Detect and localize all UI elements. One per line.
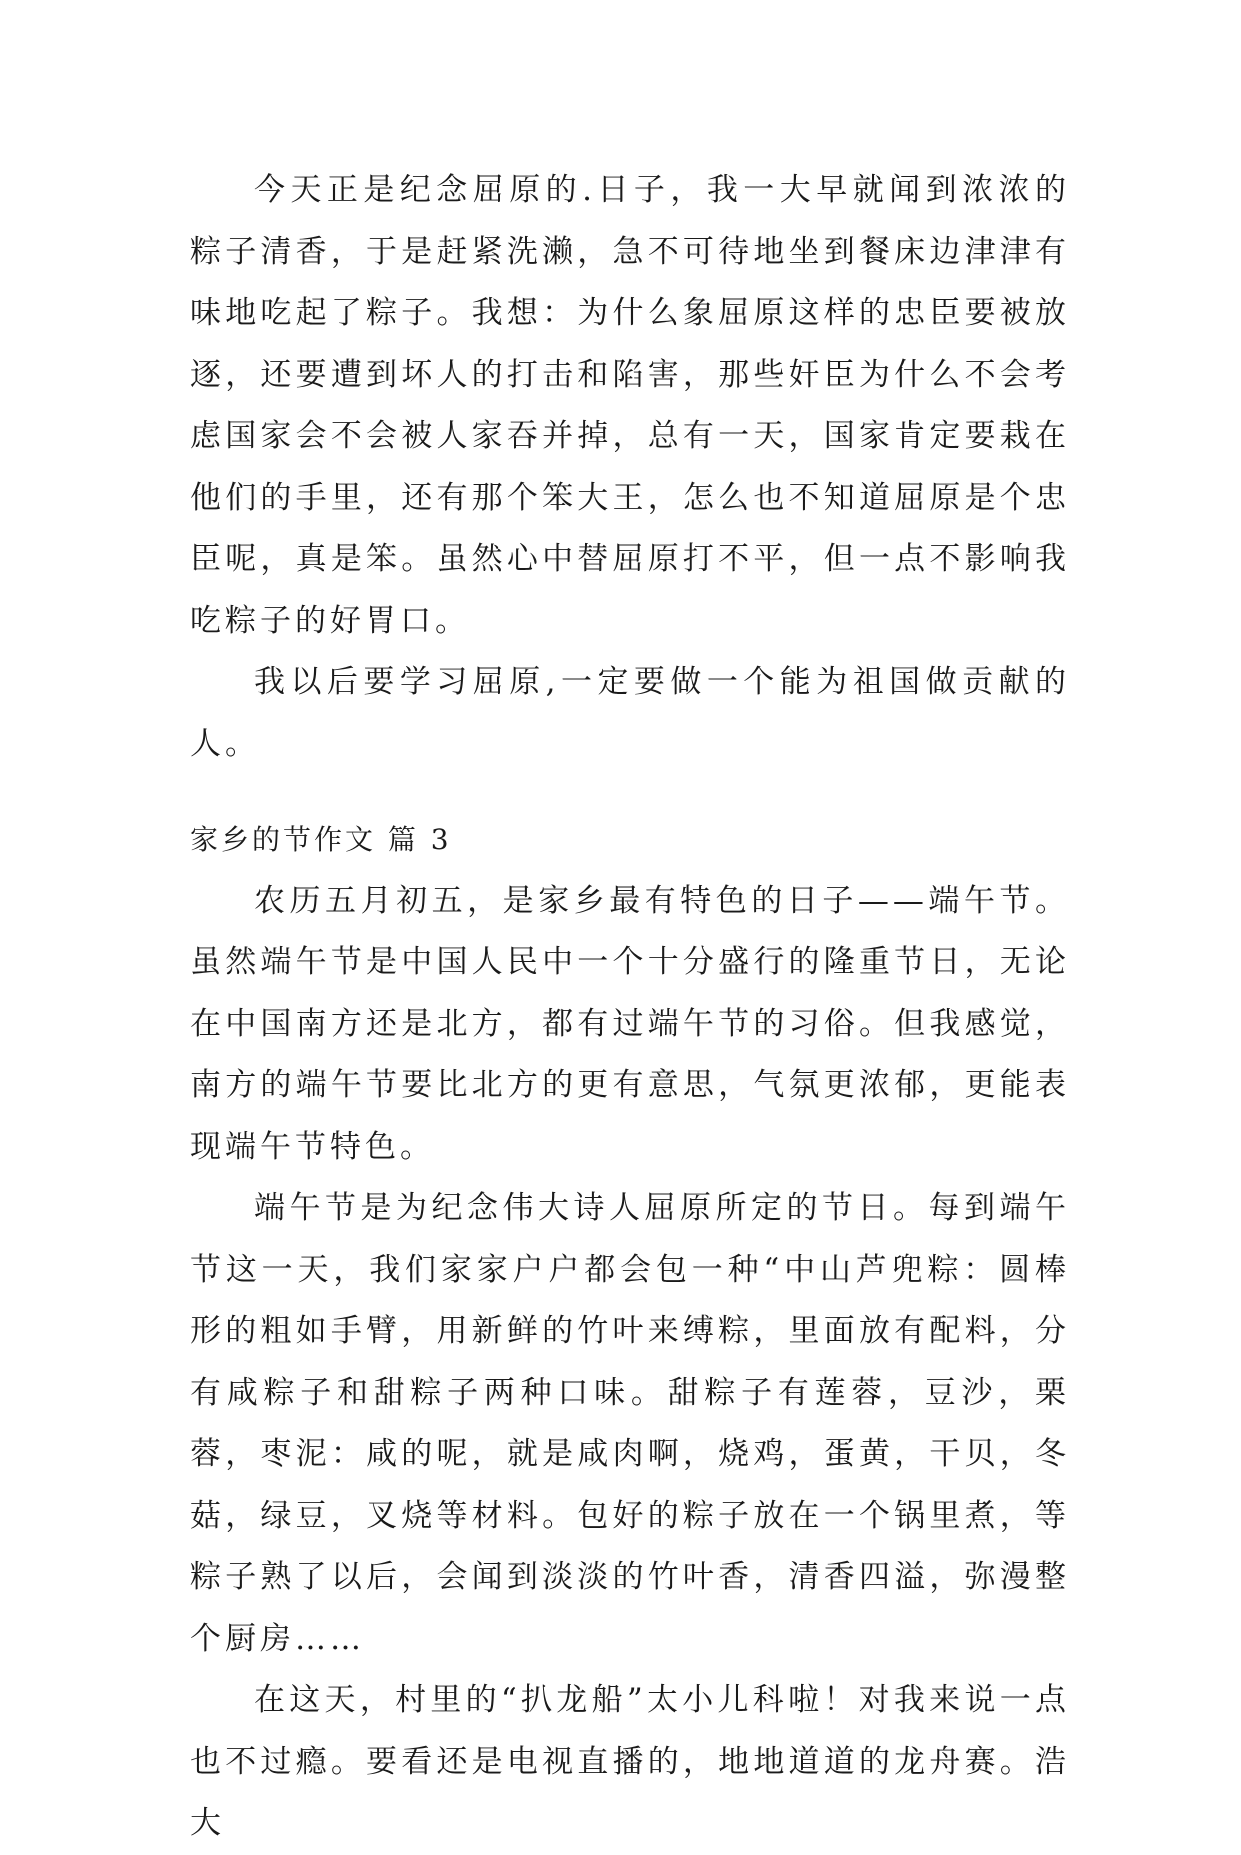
section-title: 家乡的节作文 篇 3 bbox=[190, 823, 452, 856]
paragraph: 在这天，村里的“扒龙船”太小儿科啦！对我来说一点也不过瘾。要看还是电视直播的，地地道道的龙舟赛。浩大 bbox=[190, 1682, 1070, 1841]
paragraph: 我以后要学习屈原,一定要做一个能为祖国做贡献的人。 bbox=[190, 664, 1070, 762]
paragraph: 端午节是为纪念伟大诗人屈原所定的节日。每到端午节这一天，我们家家户户都会包一种“中山芦兜粽：圆棒形的粗如手臂，用新鲜的竹叶来缚粽，里面放有配料，分有咸粽子和甜粽子两种口味。甜粽子有莲蓉，豆沙，栗蓉，枣泥：咸的呢，就是咸肉啊，烧鸡，蛋黄，干贝，冬菇，绿豆，叉烧等材料。包好的粽子放在一个锅里煮，等粽子熟了以后，会闻到淡淡的竹叶香，清香四溢，弥漫整个厨房…… bbox=[190, 1190, 1070, 1657]
document-body bbox=[190, 160, 1070, 1855]
paragraph: 农历五月初五，是家乡最有特色的日子——端午节。虽然端午节是中国人民中一个十分盛行的隆重节日，无论在中国南方还是北方，都有过端午节的习俗。但我感觉，南方的端午节要比北方的更有意思，气氛更浓郁，更能表现端午节特色。 bbox=[190, 882, 1070, 1165]
paragraph: 今天正是纪念屈原的.日子，我一大早就闻到浓浓的粽子清香，于是赶紧洗濑，急不可待地坐到餐床边津津有味地吃起了粽子。我想：为什么象屈原这样的忠臣要被放逐，还要遭到坏人的打击和陷害，那些奸臣为什么不会考虑国家会不会被人家吞并掉，总有一天，国家肯定要栽在他们的手里，还有那个笨大王，怎么也不知道屈原是个忠臣呢，真是笨。虽然心中替屈原打不平，但一点不影响我吃粽子的好胃口。 bbox=[190, 172, 1070, 639]
